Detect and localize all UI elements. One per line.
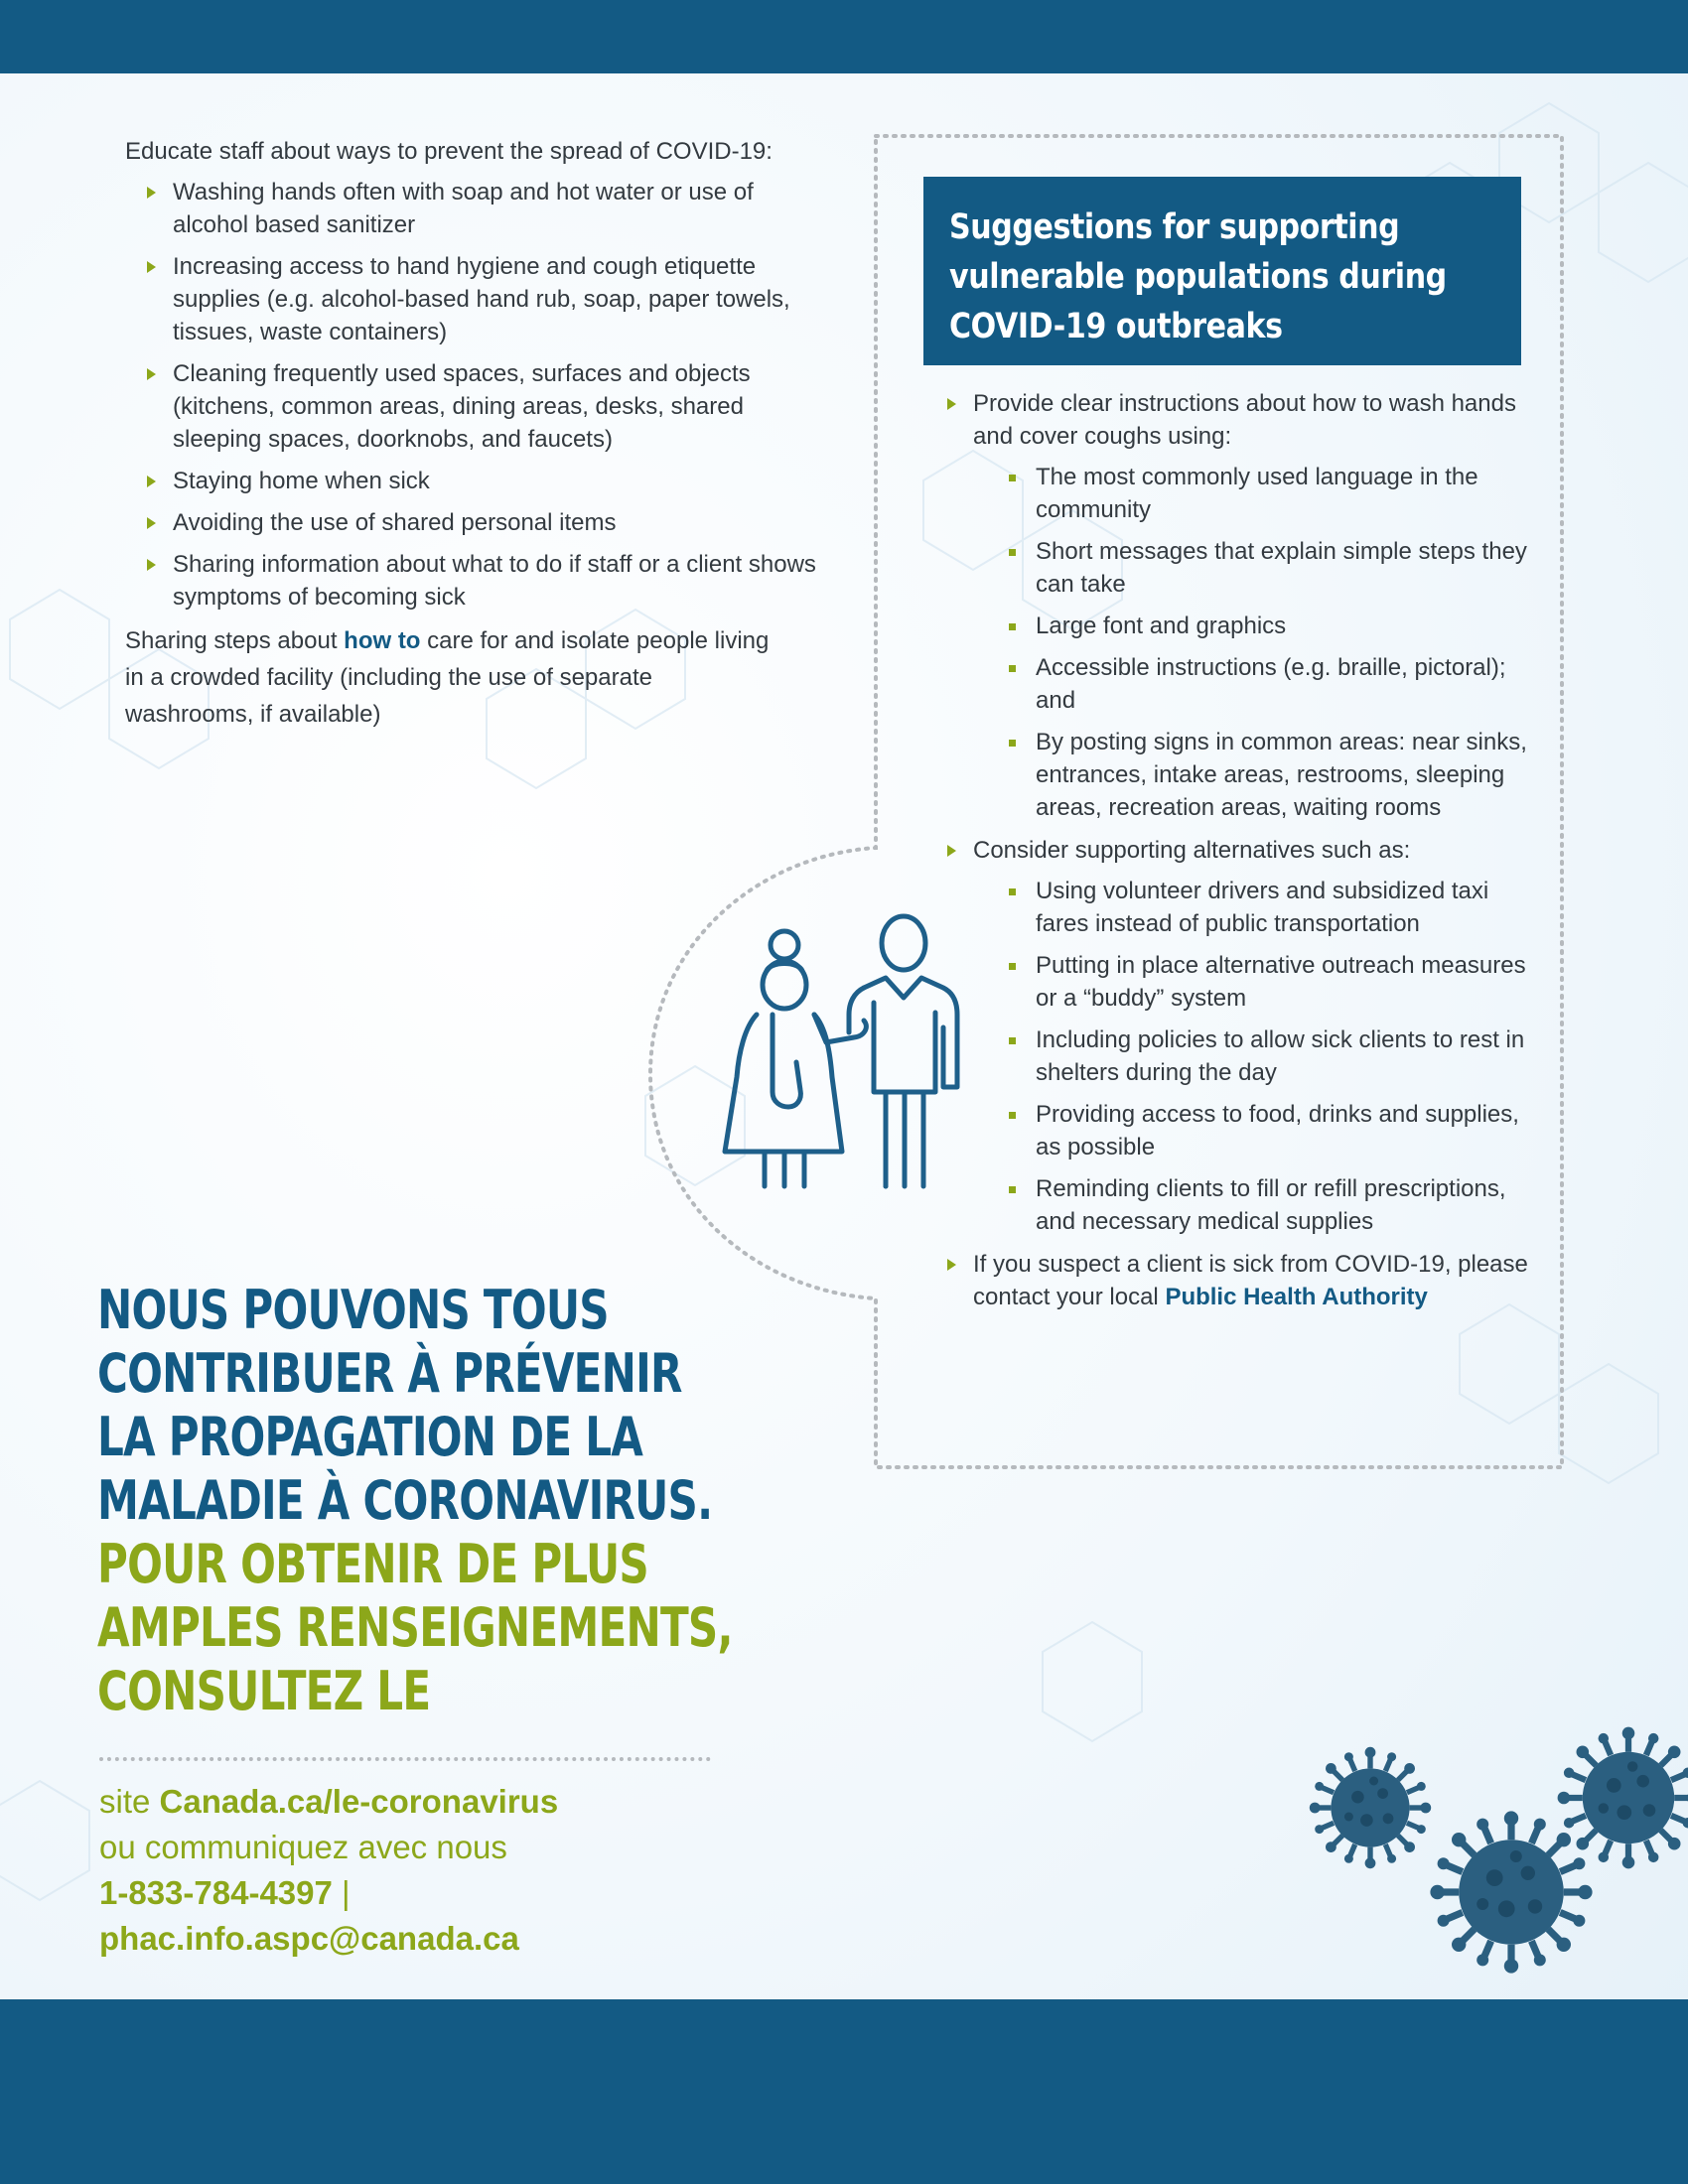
square-bullet-icon [1009,475,1016,481]
list-item: Staying home when sick [173,465,820,497]
people-assist-icon [715,903,973,1191]
square-bullet-icon [1009,888,1016,895]
public-health-authority-link[interactable]: Public Health Authority [1165,1284,1428,1310]
list-item: If you suspect a client is sick from COVID-19, please contact your local Public Health Authority [973,1248,1529,1313]
triangle-bullet-icon [147,559,156,571]
contact-line: ou communiquez avec nous [99,1829,507,1865]
triangle-bullet-icon [147,261,156,273]
list-item: Increasing access to hand hygiene and cough etiquette supplies (e.g. alcohol-based hand rub, soap, paper towels, tissues, waste containers) [173,250,820,348]
phone-line: 1-833-784-4397 | [99,1874,351,1911]
sub-list-item: Providing access to food, drinks and supplies, as possible [1036,1098,1529,1163]
list-item: Avoiding the use of shared personal items [173,506,820,539]
headline-blue-line: CONTRIBUER À PRÉVENIR [97,1342,682,1405]
headline-green-line: CONSULTEZ LE [97,1660,431,1722]
square-bullet-icon [1009,623,1016,630]
sharing-paragraph: Sharing steps about how to care for and isolate people living in a crowded facility (including the use of separate washrooms, if available) [125,627,770,728]
suggestions-title: Suggestions for supporting vulnerable populations during COVID-19 outbreaks [949,207,1447,346]
email-link[interactable]: phac.info.aspc@canada.ca [99,1920,519,1957]
dotted-separator [99,1757,711,1761]
square-bullet-icon [1009,963,1016,970]
bottom-bar [0,1999,1688,2184]
virus-icon [1291,1723,1688,1991]
sub-list-item: Using volunteer drivers and subsidized taxi fares instead of public transportation [1036,875,1529,940]
triangle-bullet-icon [147,517,156,529]
square-bullet-icon [1009,549,1016,556]
suggestions-title-box [923,177,1521,365]
sub-list [1036,875,1529,1238]
square-bullet-icon [1009,665,1016,672]
list-item: Consider supporting alternatives such as: Using volunteer drivers and subsidized taxi fares instead of public transportation Putting in place alternative outreach measures or a “buddy” system Including policies to allow sick clients to rest in shelters during the day Providing access to food, drinks and supplies, as possible Reminding clients to fill or refill prescriptions, and necessary medical supplies [973,834,1529,1238]
sub-list-item: Large font and graphics [1036,610,1529,642]
how-to-link[interactable]: how to [344,627,421,654]
square-bullet-icon [1009,1186,1016,1193]
contact-block [99,1779,735,1962]
headline-blue-line: NOUS POUVONS TOUS [97,1279,609,1341]
phone-number[interactable]: 1-833-784-4397 [99,1874,333,1911]
triangle-bullet-icon [147,368,156,380]
triangle-bullet-icon [947,1259,956,1271]
square-bullet-icon [1009,740,1016,747]
square-bullet-icon [1009,1112,1016,1119]
list-item: Washing hands often with soap and hot water or use of alcohol based sanitizer [173,176,820,241]
email-line [99,1916,735,1962]
left-column [125,135,820,733]
list-item: Provide clear instructions about how to wash hands and cover coughs using: The most commonly used language in the community Short messages that explain simple steps they can take Large font and graphics Accessible instructions (e.g. braille, pictoral); and By posting signs in common areas: near sinks, entrances, intake areas, restrooms, sleeping areas, recreation areas, waiting rooms [973,387,1529,824]
triangle-bullet-icon [947,845,956,857]
headline-green-line: POUR OBTENIR DE PLUS [97,1533,648,1595]
triangle-bullet-icon [947,398,956,410]
triangle-bullet-icon [147,476,156,487]
sub-list [1036,461,1529,824]
list-item: Sharing information about what to do if staff or a client shows symptoms of becoming sick [173,548,820,614]
sub-list-item: By posting signs in common areas: near sinks, entrances, intake areas, restrooms, sleeping areas, recreation areas, waiting rooms [1036,726,1529,824]
sub-list-item: Short messages that explain simple steps they can take [1036,535,1529,601]
headline [97,1279,733,1723]
headline-blue-line: LA PROPAGATION DE LA [97,1406,643,1468]
list-item: Cleaning frequently used spaces, surfaces and objects (kitchens, common areas, dining areas, desks, shared sleeping spaces, doorknobs, and faucets) [173,357,820,456]
headline-green-line: AMPLES RENSEIGNEMENTS, [97,1596,733,1659]
prevention-list [173,176,820,614]
suggestions-list [973,387,1529,1323]
sub-list-item: Accessible instructions (e.g. braille, pictoral); and [1036,651,1529,717]
intro-text: Educate staff about ways to prevent the spread of COVID-19: [125,138,773,165]
triangle-bullet-icon [147,187,156,199]
square-bullet-icon [1009,1037,1016,1044]
sub-list-item: Putting in place alternative outreach measures or a “buddy” system [1036,949,1529,1015]
headline-blue-line: MALADIE À CORONAVIRUS. [97,1469,713,1532]
sub-list-item: The most commonly used language in the community [1036,461,1529,526]
sub-list-item: Reminding clients to fill or refill prescriptions, and necessary medical supplies [1036,1172,1529,1238]
sub-list-item: Including policies to allow sick clients to rest in shelters during the day [1036,1024,1529,1089]
top-bar [0,0,1688,73]
site-line: site Canada.ca/le-coronavirus [99,1783,559,1820]
site-link[interactable]: Canada.ca/le-coronavirus [159,1783,559,1820]
